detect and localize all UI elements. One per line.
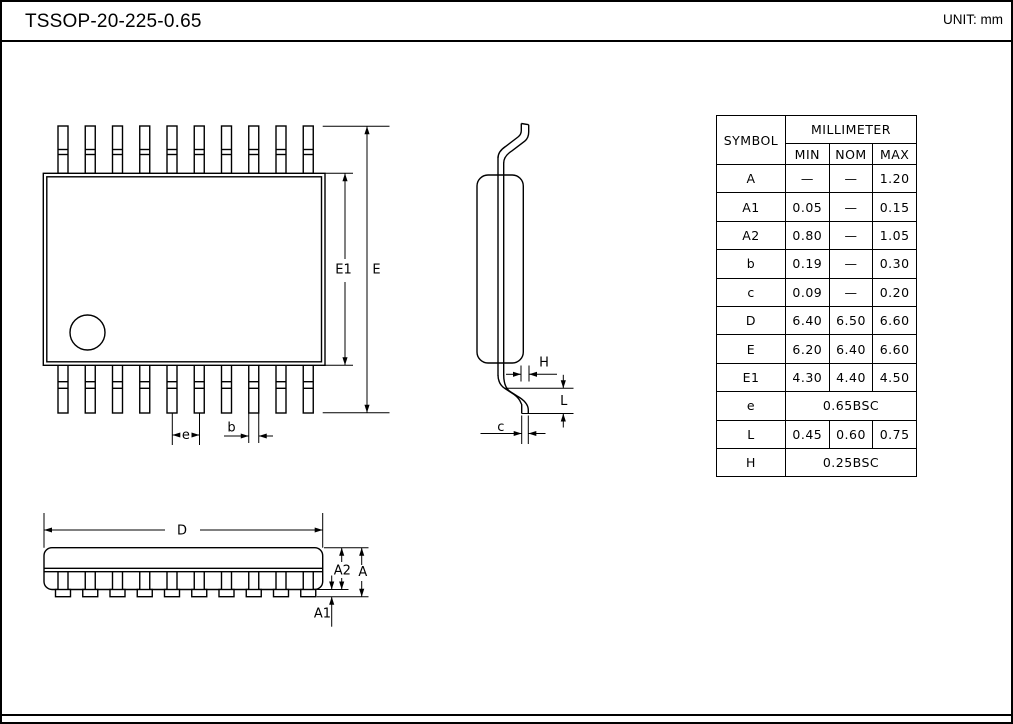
cell-symbol: c (717, 278, 786, 306)
table-row (717, 448, 917, 476)
table-row (717, 306, 917, 334)
front-view (44, 513, 369, 627)
dim-label-E1: E1 (335, 262, 352, 278)
cell-nom: — (829, 193, 873, 221)
cell-symbol: A1 (717, 193, 786, 221)
cell-symbol: H (717, 448, 786, 476)
dim-label-D: D (176, 523, 188, 539)
table-header-nom: NOM (829, 144, 873, 165)
table-row (717, 420, 917, 448)
cell-symbol: e (717, 392, 786, 420)
table-row (717, 392, 917, 420)
table-row (717, 193, 917, 221)
cell-nom: — (829, 278, 873, 306)
cell-max: 1.05 (873, 221, 917, 249)
dim-label-b: b (227, 420, 236, 436)
page-title: TSSOP-20-225-0.65 (25, 11, 202, 32)
dim-label-A1: A1 (313, 606, 332, 622)
cell-min: 0.80 (786, 221, 830, 249)
table-row (717, 335, 917, 363)
cell-min: 0.19 (786, 250, 830, 278)
cell-max: 0.75 (873, 420, 917, 448)
cell-min: — (786, 165, 830, 193)
cell-nom: 6.40 (829, 335, 873, 363)
table-header-symbol: SYMBOL (717, 116, 786, 165)
top-view-body (43, 173, 325, 365)
dim-label-A: A (358, 565, 368, 580)
dim-label-e: e (181, 427, 190, 443)
cell-span-value: 0.65BSC (786, 392, 917, 420)
table-row (717, 363, 917, 391)
dim-label-L: L (560, 393, 568, 409)
cell-nom: — (829, 165, 873, 193)
cell-max: 1.20 (873, 165, 917, 193)
table-row (717, 278, 917, 306)
cell-symbol: L (717, 420, 786, 448)
cell-min: 0.05 (786, 193, 830, 221)
dim-label-E: E (372, 262, 381, 278)
dim-label-c: c (497, 420, 505, 435)
side-view-body (477, 175, 523, 363)
cell-nom: 6.50 (829, 306, 873, 334)
cell-min: 0.45 (786, 420, 830, 448)
cell-symbol: E (717, 335, 786, 363)
top-view-pins-upper (58, 126, 313, 173)
cell-max: 0.15 (873, 193, 917, 221)
table-header-max: MAX (873, 144, 917, 165)
table-row (717, 221, 917, 249)
dim-c (481, 416, 546, 445)
top-view (43, 126, 389, 445)
cell-max: 0.20 (873, 278, 917, 306)
table-header-min: MIN (786, 144, 830, 165)
top-view-pins-lower (58, 365, 313, 413)
cell-max: 6.60 (873, 306, 917, 334)
cell-symbol: A (717, 165, 786, 193)
cell-min: 6.20 (786, 335, 830, 363)
cell-min: 0.09 (786, 278, 830, 306)
cell-nom: — (829, 250, 873, 278)
cell-symbol: b (717, 250, 786, 278)
cell-nom: 4.40 (829, 363, 873, 391)
cell-symbol: D (717, 306, 786, 334)
table-row (717, 250, 917, 278)
unit-label: UNIT: mm (943, 12, 1003, 27)
cell-symbol: E1 (717, 363, 786, 391)
cell-max: 6.60 (873, 335, 917, 363)
cell-max: 0.30 (873, 250, 917, 278)
cell-span-value: 0.25BSC (786, 448, 917, 476)
cell-max: 4.50 (873, 363, 917, 391)
dim-label-A2: A2 (333, 563, 351, 579)
dimension-table (716, 115, 917, 477)
table-header-millimeter: MILLIMETER (786, 116, 917, 144)
table-row (717, 165, 917, 193)
dim-label-H: H (539, 355, 549, 371)
dim-H (506, 366, 557, 382)
cell-symbol: A2 (717, 221, 786, 249)
cell-nom: 0.60 (829, 420, 873, 448)
side-view (477, 124, 574, 445)
cell-min: 6.40 (786, 306, 830, 334)
cell-min: 4.30 (786, 363, 830, 391)
cell-nom: — (829, 221, 873, 249)
